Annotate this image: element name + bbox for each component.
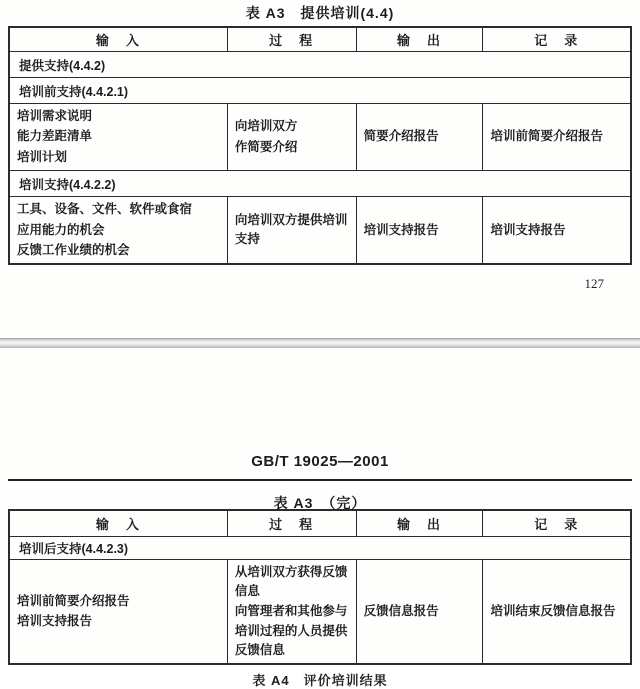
col-header-process: 过 程 bbox=[227, 27, 356, 52]
process-line: 向管理者和其他参与培训过程的人员提供反馈信息 bbox=[234, 604, 348, 657]
input-line: 培训支持报告 bbox=[17, 613, 93, 628]
table-a3-title: 表 A3 提供培训(4.4) bbox=[245, 5, 395, 21]
cell-output: 反馈信息报告 bbox=[356, 559, 483, 664]
input-line: 培训需求说明 bbox=[17, 109, 93, 123]
table-a3-continued bbox=[8, 509, 632, 665]
col-header-output: 输 出 bbox=[356, 27, 483, 52]
cell-input bbox=[9, 197, 227, 265]
section-row-pre-training-support bbox=[9, 78, 631, 104]
section-label: 培训后支持(4.4.2.3) bbox=[9, 536, 631, 559]
page-number: 127 bbox=[584, 276, 604, 291]
input-line: 反馈工作业绩的机会 bbox=[17, 242, 130, 257]
table-row-pre-training bbox=[9, 104, 631, 171]
cell-record: 培训结束反馈信息报告 bbox=[483, 559, 631, 664]
cell-input bbox=[9, 559, 227, 664]
cell-record: 培训前简要介绍报告 bbox=[483, 104, 631, 171]
standard-code: GB/T 19025—2001 bbox=[251, 453, 389, 470]
next-table-caption: 表 A4 评价培训结果 bbox=[252, 673, 388, 689]
table-header-row bbox=[9, 510, 631, 536]
header-rule bbox=[8, 479, 632, 481]
input-line: 培训计划 bbox=[17, 149, 68, 164]
col-header-record: 记 录 bbox=[483, 27, 631, 52]
cell-process bbox=[227, 559, 356, 664]
input-line: 能力差距清单 bbox=[17, 129, 93, 144]
cell-input bbox=[9, 104, 227, 171]
section-row-provide-support bbox=[9, 52, 631, 78]
page-next bbox=[0, 348, 640, 689]
cell-output: 简要介绍报告 bbox=[356, 104, 483, 171]
cell-record: 培训支持报告 bbox=[483, 197, 631, 265]
process-line: 作简要介绍 bbox=[234, 139, 298, 154]
section-label: 培训前支持(4.4.2.1) bbox=[9, 78, 631, 104]
process-line: 向培训双方 bbox=[234, 119, 298, 134]
col-header-input: 输 入 bbox=[9, 510, 227, 536]
input-line: 应用能力的机会 bbox=[17, 222, 105, 237]
page-127 bbox=[0, 0, 640, 338]
section-label: 提供支持(4.4.2) bbox=[9, 52, 631, 78]
cell-process: 向培训双方提供培训支持 bbox=[227, 197, 356, 265]
table-a3-continued-title: 表 A3 （完） bbox=[273, 495, 367, 511]
process-line: 从培训双方获得反馈信息 bbox=[234, 564, 348, 598]
col-header-output: 输 出 bbox=[356, 510, 483, 536]
cell-process bbox=[227, 104, 356, 171]
input-line: 工具、设备、文件、软件或食宿 bbox=[17, 202, 193, 217]
col-header-input: 输 入 bbox=[9, 27, 227, 52]
cell-output: 培训支持报告 bbox=[356, 197, 483, 265]
input-line: 培训前简要介绍报告 bbox=[17, 593, 130, 608]
section-label: 培训支持(4.4.2.2) bbox=[9, 171, 631, 197]
table-a3-provide-training bbox=[8, 26, 632, 265]
table-header-row bbox=[9, 27, 631, 52]
page-separator-band bbox=[0, 338, 640, 348]
col-header-record: 记 录 bbox=[483, 510, 631, 536]
table-row-post-training bbox=[9, 559, 631, 664]
col-header-process: 过 程 bbox=[227, 510, 356, 536]
section-row-post-training-support bbox=[9, 536, 631, 559]
section-row-training-support bbox=[9, 171, 631, 197]
table-row-training-support bbox=[9, 197, 631, 265]
